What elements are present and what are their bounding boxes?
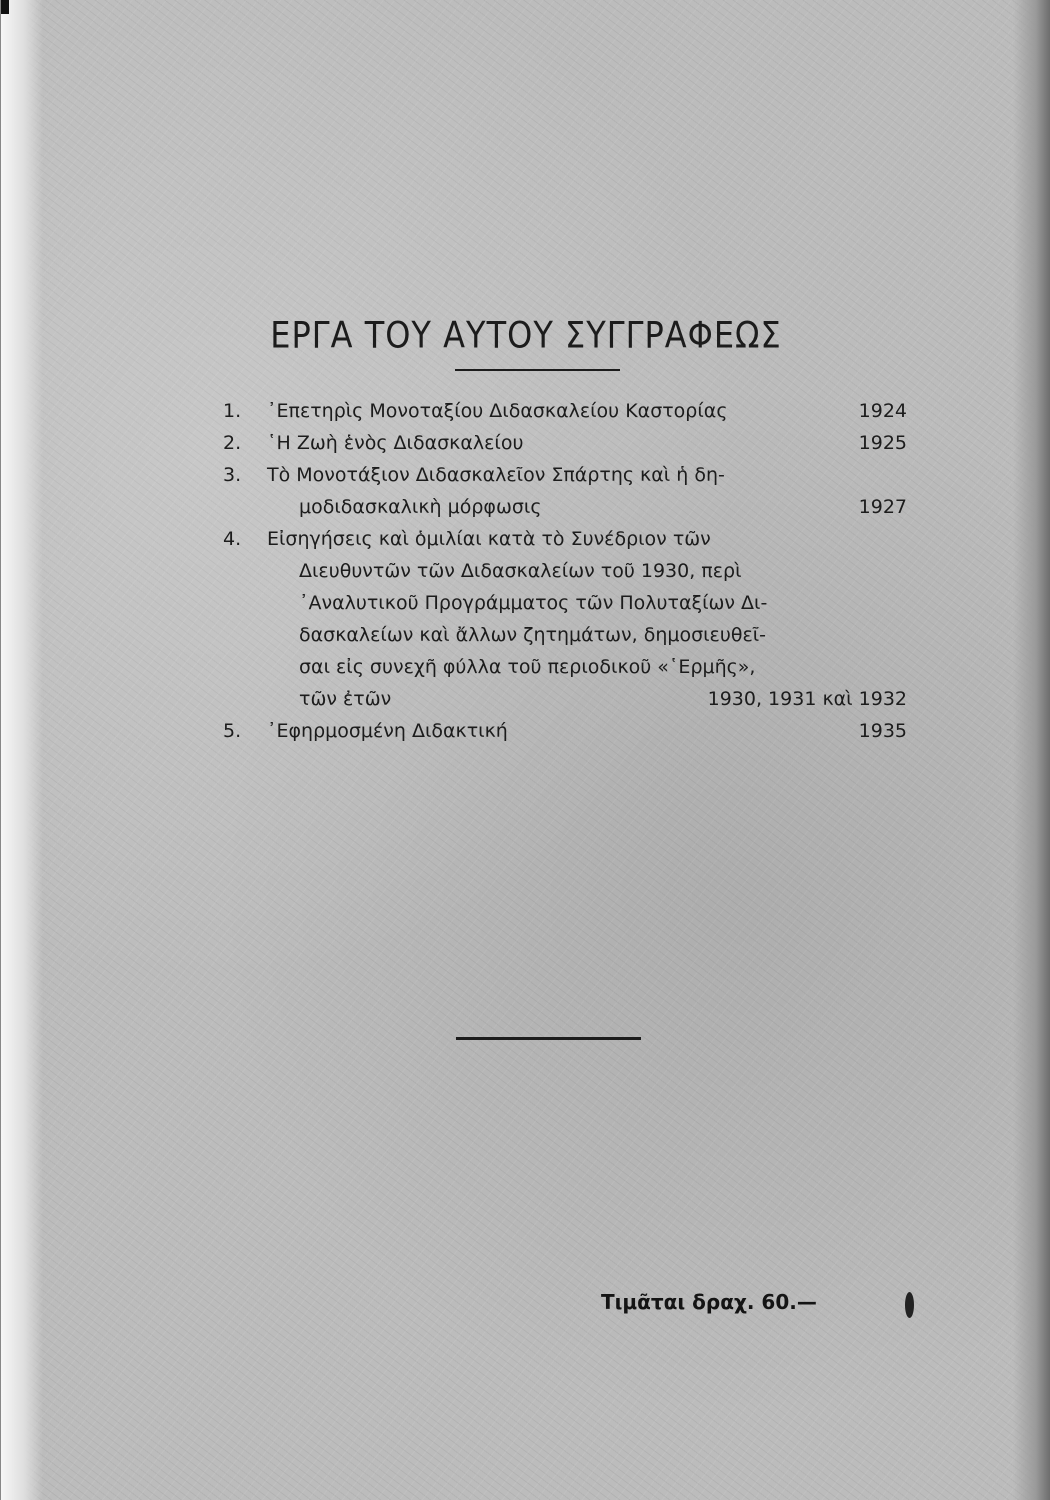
item-line (223, 683, 913, 715)
item-line (223, 491, 913, 523)
item-line (223, 587, 913, 619)
list-item (223, 459, 913, 523)
paper-left-edge (1, 0, 43, 1500)
item-title-cont: Διευθυντῶν τῶν Διδασκαλείων τοῦ 1930, περὶ (299, 560, 742, 582)
item-number: 5. (223, 720, 242, 742)
list-item (223, 427, 913, 459)
item-title: ῾Η Ζωὴ ἑνὸς Διδασκαλείου (267, 432, 524, 454)
item-line (223, 395, 913, 427)
item-title-cont: δασκαλείων καὶ ἄλλων ζητημάτων, δημοσιευθεῖ- (299, 624, 766, 646)
paper-right-edge (1013, 0, 1050, 1500)
corner-mark (1, 0, 9, 14)
ornamental-rule (456, 1037, 641, 1040)
list-item (223, 395, 913, 427)
item-line (223, 619, 913, 651)
item-title-cont: τῶν ἐτῶν (299, 688, 392, 710)
item-year: 1924 (858, 400, 907, 422)
item-number: 1. (223, 400, 242, 422)
works-list (223, 395, 913, 747)
item-number: 3. (223, 464, 242, 486)
item-title: ᾿Εφηρμοσμένη Διδακτική (267, 720, 508, 742)
list-item (223, 715, 913, 747)
ink-spot (905, 1292, 914, 1318)
item-year: 1935 (858, 720, 907, 742)
item-line (223, 651, 913, 683)
item-line (223, 715, 913, 747)
item-title: ᾿Επετηρὶς Μονοταξίου Διδασκαλείου Καστορίας (267, 400, 728, 422)
page-title: ΕΡΓΑ ΤΟΥ ΑΥΤΟΥ ΣΥΓΓΡΑΦΕΩΣ (270, 313, 782, 357)
item-year: 1925 (858, 432, 907, 454)
title-underline (455, 369, 620, 371)
item-title: Εἰσηγήσεις καὶ ὁμιλίαι κατὰ τὸ Συνέδριον τῶν (267, 528, 711, 550)
item-title-cont: σαι εἰς συνεχῆ φύλλα τοῦ περιοδικοῦ «῾Ερμῆς», (299, 656, 756, 678)
item-number: 4. (223, 528, 242, 550)
item-line (223, 523, 913, 555)
item-line (223, 427, 913, 459)
item-title-cont: μοδιδασκαλικὴ μόρφωσις (299, 496, 542, 518)
item-title: Τὸ Μονοτάξιον Διδασκαλεῖον Σπάρτης καὶ ἡ δη- (267, 464, 725, 486)
item-line (223, 459, 913, 491)
item-year: 1930, 1931 καὶ 1932 (707, 688, 907, 710)
list-item (223, 523, 913, 715)
item-title-cont: ᾿Αναλυτικοῦ Προγράμματος τῶν Πολυταξίων Δι- (299, 592, 768, 614)
price-label: Τιμᾶται δραχ. 60.— (601, 1290, 817, 1314)
item-number: 2. (223, 432, 242, 454)
item-line (223, 555, 913, 587)
item-year: 1927 (858, 496, 907, 518)
